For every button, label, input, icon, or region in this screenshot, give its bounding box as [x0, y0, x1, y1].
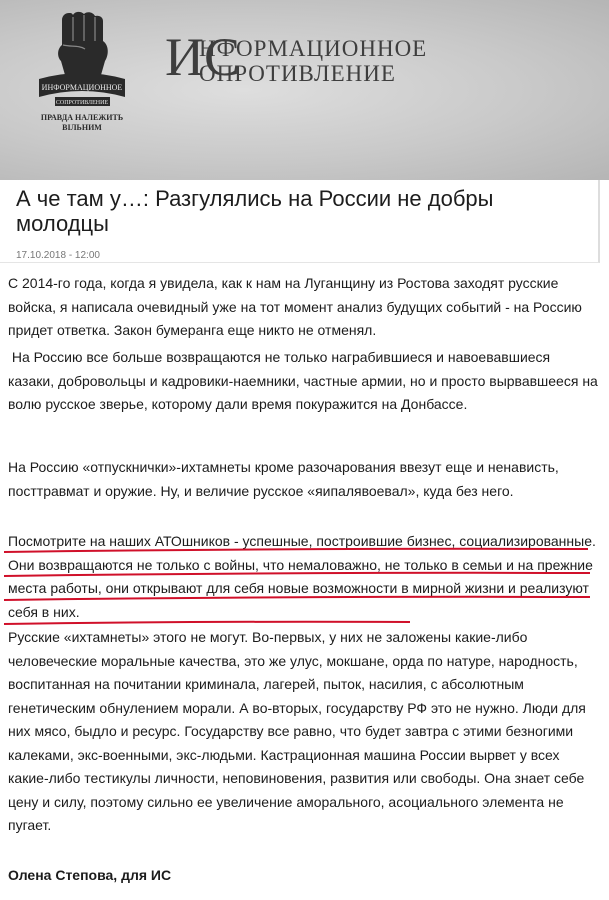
logo-monogram: ИС [165, 27, 241, 87]
site-header [0, 0, 609, 180]
emblem-fist-icon[interactable] [35, 5, 130, 145]
logo-line1: НФОРМАЦИОННОЕ [199, 36, 428, 61]
article-paragraph: На Россию все больше возвращаются не только награбившиеся и навоевавшиеся казаки, добровольцы и кадровики-наемники, частные армии, но и просто вырвавшееся на волю русское зверье, которому дали время покуражится на Донбассе. [8, 349, 602, 412]
article-date: 17.10.2018 - 12:00 [16, 250, 100, 261]
logo-line2: ОПРОТИВЛЕНИЕ [199, 61, 396, 86]
site-logo-wordmark[interactable] [165, 28, 505, 88]
article-paragraph: На Россию «отпускнички»-ихтамнеты кроме разочарования ввезут еще и ненависть, посттравмат и оружие. Ну, и величие русское «яипалявоевал», куда без него. [8, 459, 559, 499]
article-paragraph: Русские «ихтамнеты» этого не могут. Во-первых, у них не заложены какие-либо человеческие моральные качества, это же улус, мокшане, орда по натуре, народность, воспитанная на почитании криминала, лагерей, пыток, насилия, с абсолютным генетическим обнулением морали. А во-вторых, государству РФ это не нужно. Люди для них мясо, быдло и ресурс. Государству все равно, что будет завтра с этими безногими калеками, экс-военными, экс-людьми. Кастрационная машина России вырвет у всех какие-либо тестикулы личности, неповиновения, развития или свободы. Она знает себе цену и силу, поэтому сильно ее увеличение аморального, асоциального элемента не пугает. [8, 629, 586, 833]
article-author: Олена Степова, для ИС [8, 867, 172, 883]
article-title: А че там у…: Разгулялись на России не добры молодцы [16, 186, 494, 236]
article-header [0, 180, 600, 263]
emblem-slogan-line1: ПРАВДА НАЛЕЖИТЬ [40, 113, 124, 122]
emblem-sub-text: СОПРОТИВЛЕНИЕ [55, 100, 109, 106]
emblem-arc-text: ИНФОРМАЦИОННОЕ [41, 83, 123, 92]
article-paragraph: С 2014-го года, когда я увидела, как к нам на Луганщину из Ростова заходят русские войска, я написала очевидный уже на тот момент анализ будущих событий - на Россию придет ответка. Закон бумеранга еще никто не отменял. [8, 275, 582, 338]
emblem-slogan-line2: ВІЛЬНИМ [62, 123, 102, 132]
article-paragraph-highlighted: Посмотрите на наших АТОшников - успешные, построившие бизнес, социализированные. Они возвращаются не только с войны, что немаловажно, не только в семьи и на прежние места работы, они открывают для себя новые возможности в мирной жизни и реализуют себя в них. [8, 533, 596, 620]
